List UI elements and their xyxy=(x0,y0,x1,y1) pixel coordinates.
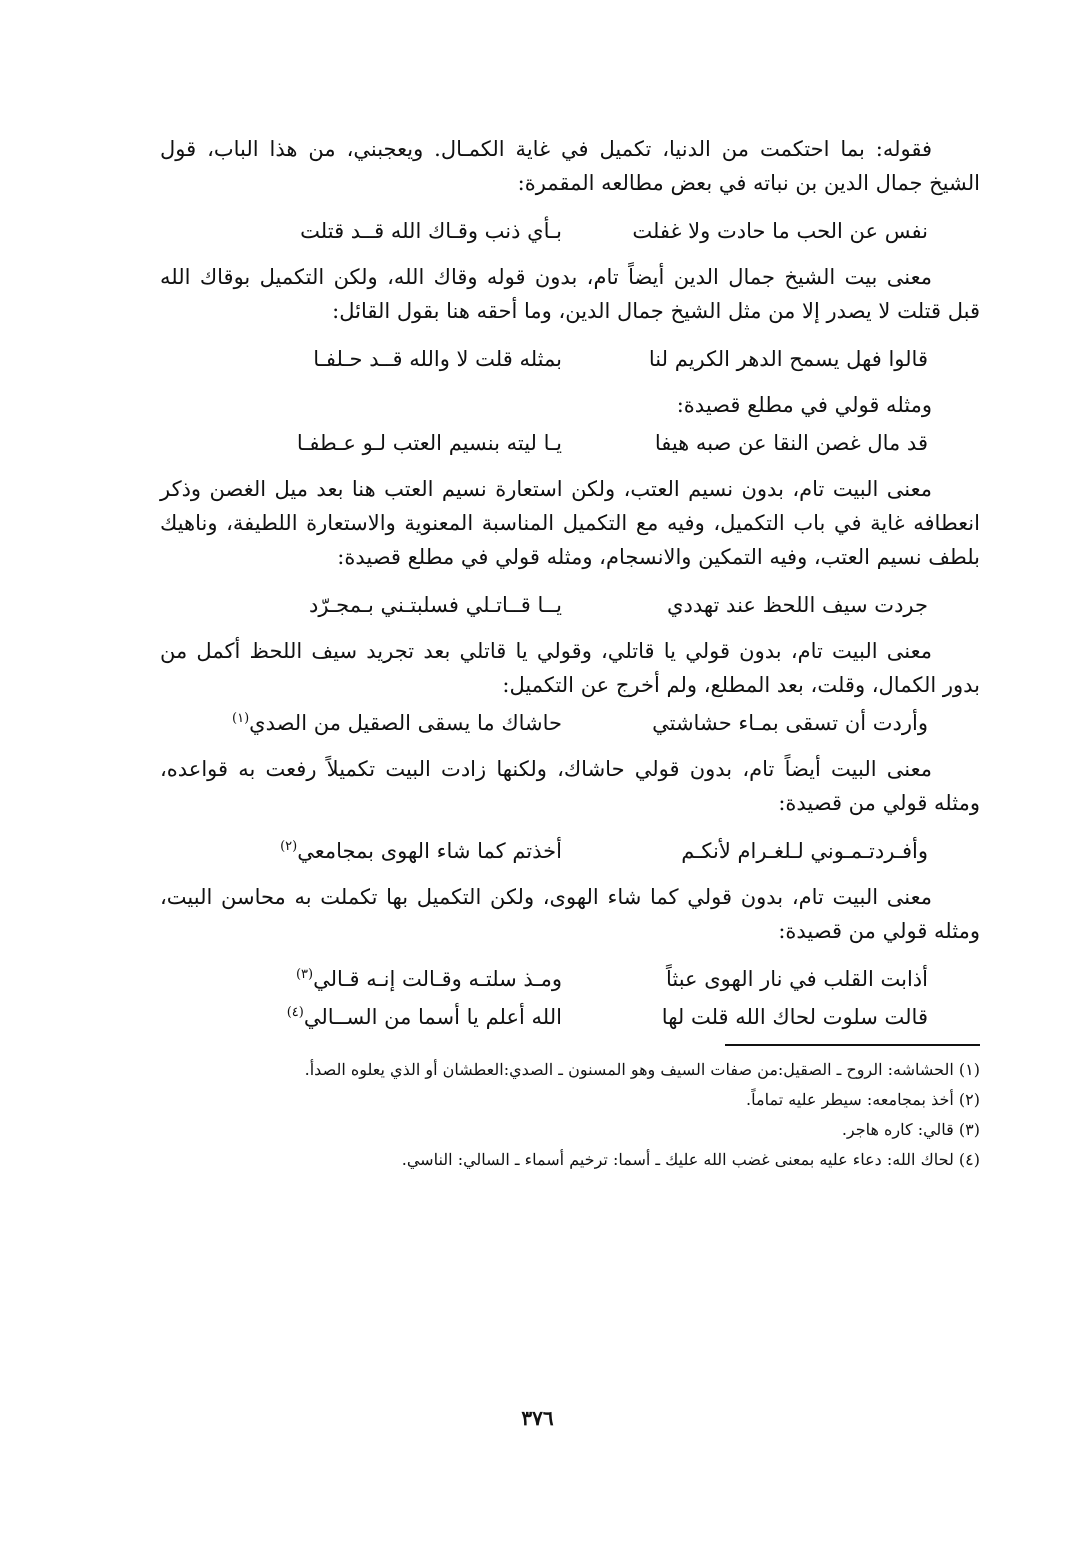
verse-4 xyxy=(160,588,980,622)
verse-4-first-hemistich: جردت سيف اللحظ عند تهددي xyxy=(667,593,928,617)
footnote-ref-3: (٣) xyxy=(295,967,314,982)
verse-2 xyxy=(160,342,980,376)
footnote-4: (٤) لحاك الله: دعاء عليه بمعنى غضب الله عليك ـ أسما: ترخيم أسماء ـ السالي: الناسي. xyxy=(401,1150,980,1169)
footnote-1: (١) الحشاشه: الروح ـ الصقيل:من صفات السيف وهو المسنون ـ الصدي:العطشان أو الذي يعلوه الصدأ. xyxy=(304,1060,980,1079)
verse-1 xyxy=(160,214,980,248)
paragraph-2: معنى بيت الشيخ جمال الدين أيضاً تام، بدون قوله وقاك الله، ولكن التكميل بوقاك الله قبل قتلت لا يصدر إلا من مثل الشيخ جمال الدين، وما أحقه هنا بقول القائل: xyxy=(160,265,980,323)
paragraph-6: معنى البيت أيضاً تام، بدون قولي حاشاك، ولكنها زادت البيت تكميلاً رفعت به قواعده، ومثله قولي من قصيدة: xyxy=(160,757,980,815)
page-number: ٣٧٦ xyxy=(521,1406,554,1430)
paragraph-4: معنى البيت تام، بدون نسيم العتب، ولكن استعارة نسيم العتب هنا بعد ميل الغصن وذكر انعطافه غاية في باب التكميل، وفيه مع التكميل المناسبة المعنوية والاستعارة اللطيفة، وناهيك بلطف نسيم العتب، وفيه التمكين والانسجام، ومثله قولي في مطلع قصيدة: xyxy=(160,477,980,569)
verse-5-first-hemistich: وأردت أن تسقى بمـاء حشاشتي xyxy=(652,711,928,735)
verse-7-first-hemistich: أذابت القلب في نار الهوى عبثاً xyxy=(665,967,928,991)
verse-8 xyxy=(160,1000,980,1034)
verse-8-first-hemistich: قالت سلوت لحاك الله قلت لها xyxy=(661,1005,928,1029)
footnote-3: (٣) قالي: كاره هاجر. xyxy=(841,1120,980,1139)
verse-2-second-hemistich: بمثله قلت لا والله قــد حـلفـا xyxy=(313,347,562,371)
paragraph-7: معنى البيت تام، بدون قولي كما شاء الهوى، ولكن التكميل بها تكملت به محاسن البيت، ومثله قولي من قصيدة: xyxy=(160,885,980,943)
verse-1-first-hemistich: نفس عن الحب ما حادت ولا غفلت xyxy=(632,219,928,243)
verse-5 xyxy=(160,706,980,740)
verse-7-second-text: ومـذ سلتـه وقـالت إنـه قـالي xyxy=(313,967,562,991)
verse-7-second-hemistich xyxy=(222,962,562,996)
verse-3-first-hemistich: قد مال غصن النقا عن صبه هيفا xyxy=(654,431,928,455)
verse-8-second-hemistich xyxy=(222,1000,562,1034)
verse-4-second-hemistich: يــا قــاتـلي فسلبتـني بـمجـرّد xyxy=(309,593,562,617)
paragraph-1: فقوله: بما احتكمت من الدنيا، تكميل في غاية الكمـال. ويعجبني، من هذا الباب، قول الشيخ جمال الدين بن نباته في بعض مطالعه المقمرة: xyxy=(160,137,980,195)
verse-6 xyxy=(160,834,980,868)
footnote-2: (٢) أخذ بمجامعه: سيطر عليه تماماً. xyxy=(746,1090,980,1109)
footnote-ref-2: (٢) xyxy=(280,839,298,854)
footnote-ref-1: (١) xyxy=(232,711,250,726)
paragraph-3: ومثله قولي في مطلع قصيدة: xyxy=(676,393,932,417)
verse-1-second-hemistich: بـأي ذنب وقـاك الله قــد قتلت xyxy=(300,219,562,243)
verse-8-second-text: الله أعلم يا أسما من الســالي xyxy=(303,1005,562,1029)
paragraph-5: معنى البيت تام، بدون قولي يا قاتلي، وقولي يا قاتلي بعد تجريد سيف اللحظ أكمل من بدور الكمال، وقلت، بعد المطلع، ولم أخرج عن التكميل: xyxy=(160,639,980,697)
verse-5-second-text: حاشاك ما يسقى الصقيل من الصدي xyxy=(249,711,562,735)
footnote-ref-4: (٤) xyxy=(286,1005,304,1020)
verse-6-first-hemistich: وأفـردتـمـوني لـلغـرام لأنكـم xyxy=(681,839,928,863)
verse-3 xyxy=(160,426,980,460)
verse-2-first-hemistich: قالوا فهل يسمح الدهر الكريم لنا xyxy=(648,347,928,371)
verse-3-second-hemistich: يـا ليته بنسيم العتب لـو عـطفـا xyxy=(296,431,562,455)
verse-5-second-hemistich xyxy=(222,706,562,740)
verse-6-second-hemistich xyxy=(222,834,562,868)
page-body xyxy=(160,132,980,1176)
verse-7 xyxy=(160,962,980,996)
verse-6-second-text: أخذتم كما شاء الهوى بمجامعي xyxy=(297,839,562,863)
footnote-divider xyxy=(725,1044,980,1046)
footnotes xyxy=(160,1056,980,1174)
